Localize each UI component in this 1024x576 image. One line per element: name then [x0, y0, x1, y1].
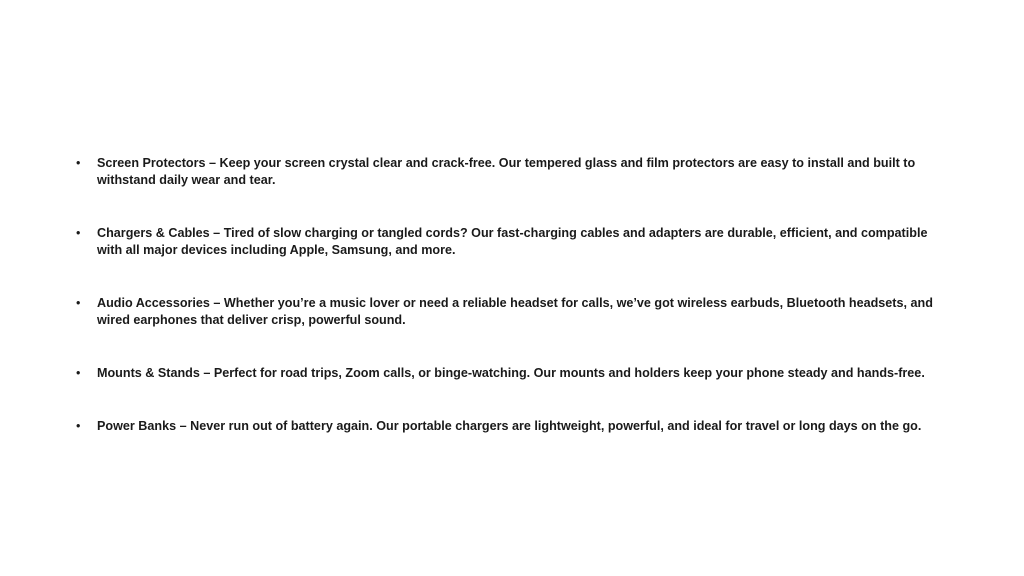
list-item-text: Chargers & Cables – Tired of slow charging or tangled cords? Our fast-charging cables and adapters are durable, efficient, and compatible with all major devices including Apple, Samsung, and more. [97, 226, 928, 257]
bullet-icon: • [76, 226, 81, 240]
list-item-text: Mounts & Stands – Perfect for road trips, Zoom calls, or binge-watching. Our mounts and holders keep your phone steady and hands-free. [97, 366, 925, 380]
bullet-icon: • [76, 296, 81, 310]
bullet-icon: • [76, 156, 81, 170]
bullet-icon: • [76, 419, 81, 433]
bullet-icon: • [76, 366, 81, 380]
list-item-mounts-stands [76, 365, 948, 382]
list-item-text: Screen Protectors – Keep your screen crystal clear and crack-free. Our tempered glass and film protectors are easy to install and built to withstand daily wear and tear. [97, 156, 916, 187]
list-item-audio-accessories [76, 295, 948, 329]
list-item-text: Power Banks – Never run out of battery again. Our portable chargers are lightweight, powerful, and ideal for travel or long days on the go. [97, 419, 922, 433]
list-item-power-banks [76, 418, 948, 435]
list-item-screen-protectors [76, 155, 948, 189]
bullet-list [76, 155, 948, 471]
list-item-text: Audio Accessories – Whether you’re a music lover or need a reliable headset for calls, we’ve got wireless earbuds, Bluetooth headsets, and wired earphones that deliver crisp, powerful sound. [97, 296, 933, 327]
list-item-chargers-cables [76, 225, 948, 259]
